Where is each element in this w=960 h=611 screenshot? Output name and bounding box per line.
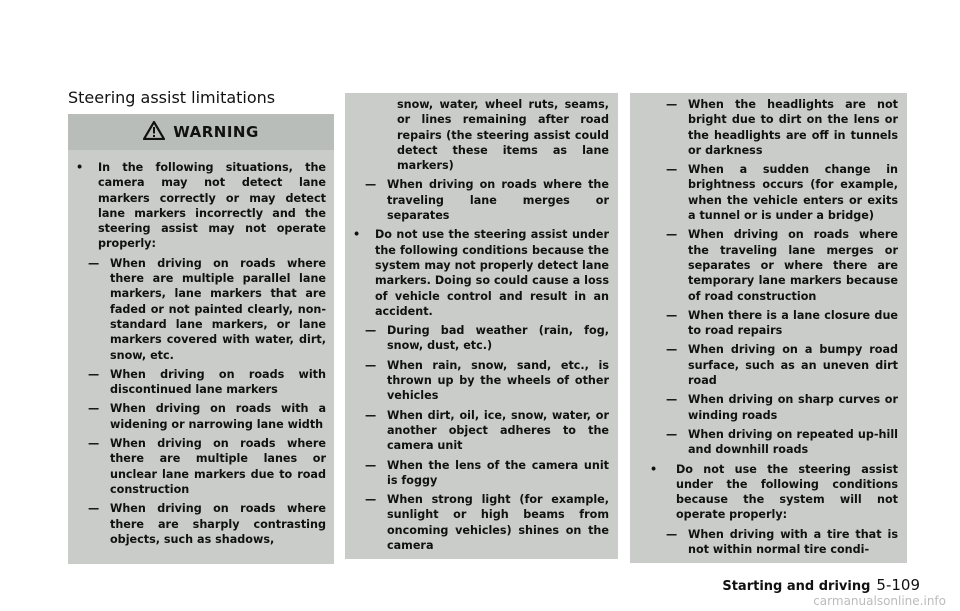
page-number: 5-109: [876, 576, 920, 594]
dash-icon: —: [88, 437, 100, 451]
list-item: [666, 392, 898, 423]
list-item: [666, 162, 898, 223]
item-text: When driving on roads where there are sharply contrasting objects, such as shadows,: [110, 502, 326, 546]
list-item: [345, 227, 609, 319]
item-text: When driving on repeated up-hill and downhill roads: [688, 427, 898, 457]
list-item: [365, 358, 609, 404]
list-item: [68, 160, 326, 252]
page-footer: [722, 576, 920, 594]
dash-icon: —: [365, 358, 377, 372]
section-title: Steering assist limitations: [68, 88, 276, 107]
bullet-icon: •: [650, 462, 658, 476]
warning-header: [68, 114, 334, 150]
list-item: [666, 342, 898, 388]
item-text: When driving on roads where there are multiple lanes or unclear lane markers due to road construction: [110, 437, 326, 496]
dash-icon: —: [365, 408, 377, 422]
watermark: carmanualsonline.info: [813, 594, 946, 608]
item-text: When driving on roads with discontinued lane markers: [110, 367, 326, 397]
bullet-text: Do not use the steering assist under the following conditions because the system will not operate properly:: [676, 462, 898, 522]
item-text: When driving on roads where there are multiple parallel lane markers, lane markers that are faded or not painted clearly, non-standard lane markers, or lane markers covered with water, dirt, snow, etc.: [110, 256, 326, 362]
list-item: [365, 177, 609, 223]
item-text: When driving on a bumpy road surface, such as an uneven dirt road: [688, 343, 898, 388]
dash-icon: —: [666, 427, 678, 441]
warning-triangle-icon: [143, 120, 165, 144]
warning-panel-col2: [345, 93, 618, 559]
dash-icon: —: [666, 308, 678, 322]
dash-icon: —: [365, 493, 377, 507]
dash-icon: —: [365, 178, 377, 192]
bullet-icon: •: [76, 161, 84, 174]
continuation-text: snow, water, wheel ruts, seams, or lines remaining after road repairs (the steering assist could detect these items as lane markers): [397, 98, 609, 173]
list-item: [88, 436, 326, 497]
bullet-icon: •: [353, 228, 361, 242]
list-item: [666, 427, 898, 458]
warning-label: WARNING: [173, 123, 259, 141]
item-text: When there is a lane closure due to road repairs: [688, 308, 898, 338]
dash-icon: —: [88, 256, 100, 270]
list-item: [88, 401, 326, 432]
dash-icon: —: [666, 343, 678, 357]
dash-icon: —: [88, 367, 100, 381]
warning-panel-col1: [68, 114, 334, 564]
list-item: [88, 367, 326, 398]
item-text: During bad weather (rain, fog, snow, dust, etc.): [387, 324, 609, 353]
list-item: [666, 227, 898, 303]
item-text: When driving on roads where the traveling lane merges or separates: [387, 178, 609, 223]
item-text: When driving on roads where the traveling lane merges or separates or where there are temporary lane markers because of road construction: [688, 228, 898, 303]
item-text: When driving on roads with a widening or narrowing lane width: [110, 402, 326, 431]
item-text: When driving on sharp curves or winding roads: [688, 393, 898, 422]
dash-icon: —: [666, 393, 678, 407]
dash-icon: —: [365, 458, 377, 472]
list-item: [630, 462, 898, 523]
warning-panel-col3: [630, 93, 907, 563]
item-text: When strong light (for example, sunlight or high beams from oncoming vehicles) shines on the camera: [387, 493, 609, 553]
item-text: When driving with a tire that is not within normal tire condi-: [688, 527, 898, 557]
list-item: [365, 323, 609, 354]
list-item: [666, 97, 898, 158]
dash-icon: —: [666, 228, 678, 242]
item-text: When dirt, oil, ice, snow, water, or another object adheres to the camera unit: [387, 408, 609, 453]
item-text: When the lens of the camera unit is foggy: [387, 458, 609, 487]
dash-icon: —: [88, 402, 100, 416]
dash-icon: —: [666, 98, 678, 111]
dash-icon: —: [365, 324, 377, 338]
list-item: [365, 492, 609, 553]
dash-icon: —: [666, 163, 678, 177]
dash-icon: —: [88, 502, 100, 516]
list-item: [666, 308, 898, 339]
bullet-text: In the following situations, the camera may not detect lane markers correctly or may detect lane markers incorrectly and the steering assist may not operate properly:: [98, 161, 326, 251]
list-item: [666, 527, 898, 558]
footer-label: Starting and driving: [722, 579, 871, 594]
item-text: When rain, snow, sand, etc., is thrown up by the wheels of other vehicles: [387, 358, 609, 403]
list-item: [88, 501, 326, 547]
bullet-text: Do not use the steering assist under the following conditions because the system may not properly detect lane markers. Doing so could cause a loss of vehicle control and result in an accident.: [375, 228, 609, 318]
list-item: [365, 458, 609, 489]
item-text: When the headlights are not bright due to dirt on the lens or the headlights are off in tunnels or darkness: [688, 98, 898, 157]
list-item: [365, 408, 609, 454]
list-item: [88, 256, 326, 363]
dash-icon: —: [666, 527, 678, 541]
item-text: When a sudden change in brightness occurs (for example, when the vehicle enters or exits a tunnel or is under a bridge): [688, 163, 898, 223]
